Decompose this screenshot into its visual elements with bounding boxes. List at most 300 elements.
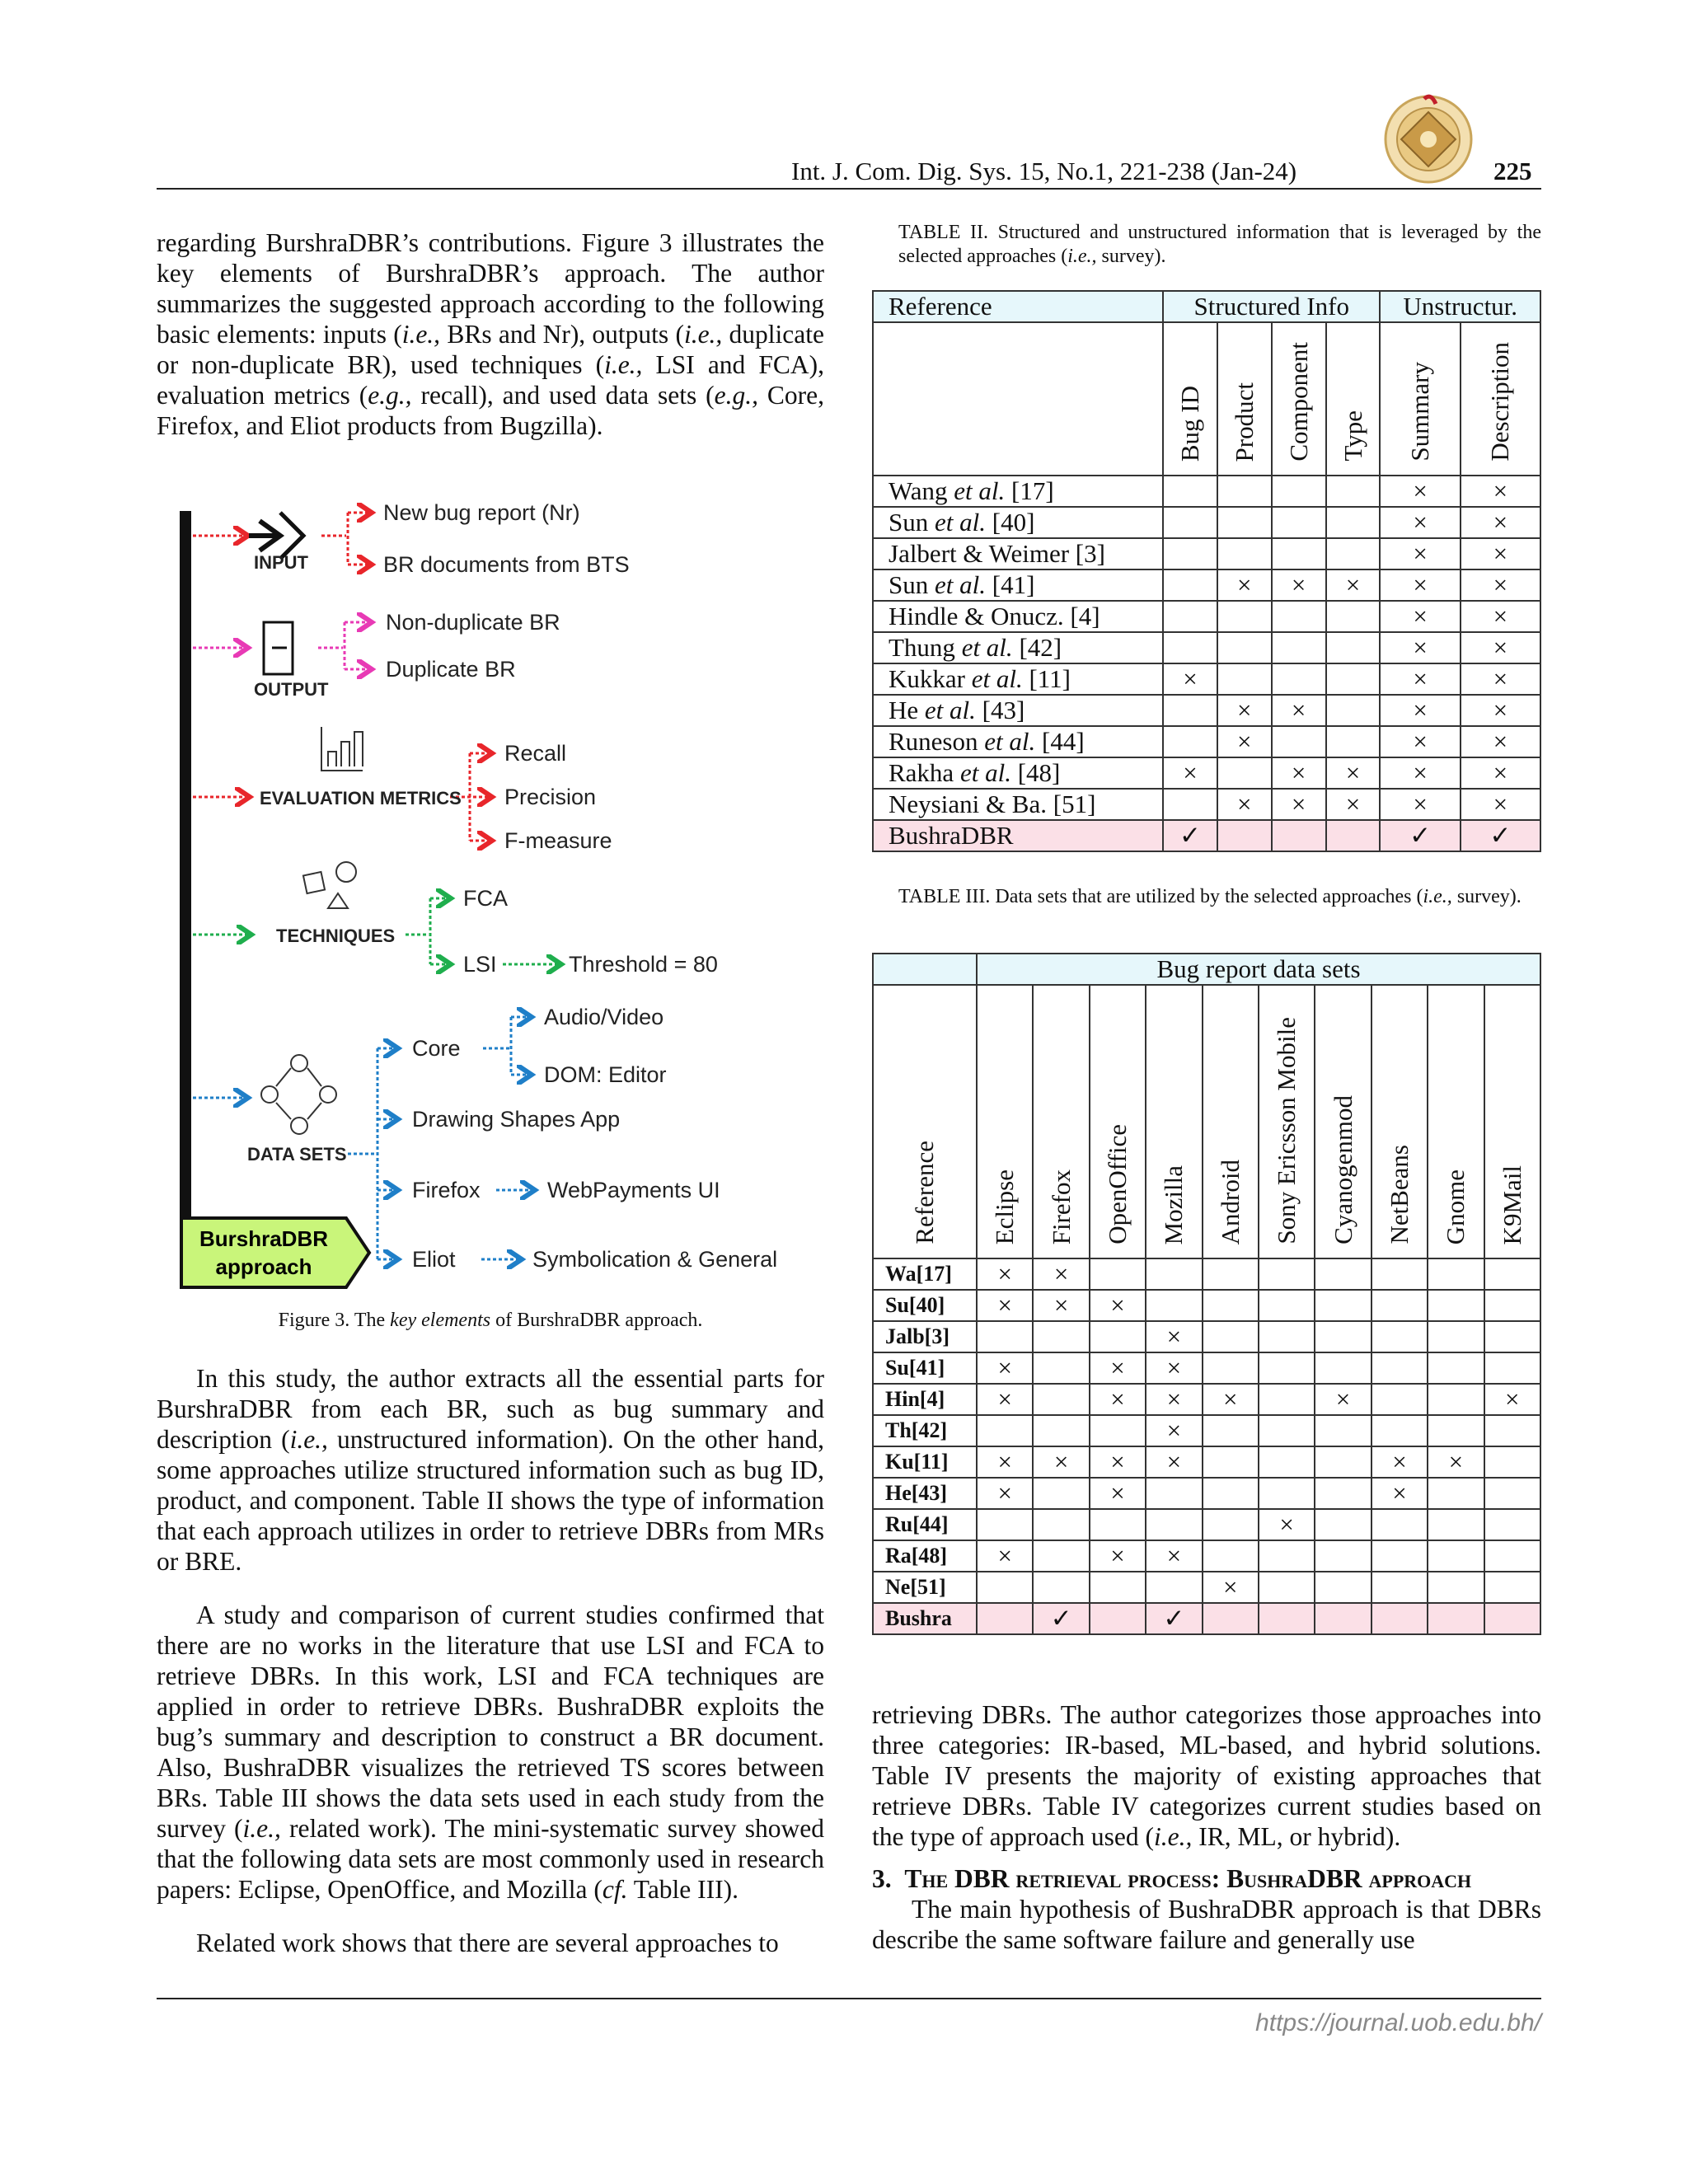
table-mark-cell (1259, 1321, 1315, 1352)
table-mark-cell (977, 1321, 1033, 1352)
table-2-caption: TABLE II. Structured and unstructured information that is leveraged by the selected approaches (i.e., survey). (898, 222, 1541, 267)
table-mark-cell (1272, 726, 1326, 757)
table-mark-cell (1217, 757, 1272, 789)
output-branch (193, 622, 369, 669)
table-mark-cell: × (1380, 569, 1460, 601)
table-column-header: Product (1217, 322, 1272, 476)
table-mark-cell (1259, 1352, 1315, 1384)
footer-rule (157, 1998, 1541, 1999)
table-mark-cell: ✓ (1380, 820, 1460, 851)
table-mark-cell (1372, 1603, 1428, 1634)
table-column-header: Android (1203, 985, 1259, 1258)
table-row (873, 1603, 1540, 1634)
table-mark-cell (1217, 820, 1272, 851)
table-column-header: Component (1272, 322, 1326, 476)
table-mark-cell (1484, 1352, 1540, 1384)
table-2 (872, 290, 1541, 852)
table-row (873, 663, 1540, 695)
table-mark-cell (1315, 1415, 1371, 1446)
table-mark-cell (1428, 1572, 1484, 1603)
table-mark-cell (1372, 1384, 1428, 1415)
table-mark-cell (977, 1509, 1033, 1540)
table-mark-cell (1484, 1572, 1540, 1603)
table-mark-cell (1315, 1603, 1371, 1634)
table-mark-cell: × (977, 1540, 1033, 1572)
table-row (873, 726, 1540, 757)
table-mark-cell (1163, 569, 1217, 601)
table-mark-cell: × (1428, 1446, 1484, 1478)
table-mark-cell: × (1033, 1290, 1089, 1321)
table-ref-cell: Hindle & Onucz. [4] (873, 601, 1163, 632)
table-mark-cell (1428, 1384, 1484, 1415)
table-mark-cell (1326, 726, 1381, 757)
table-group-header: Structured Info (1163, 291, 1380, 322)
table-mark-cell (1203, 1478, 1259, 1509)
table-mark-cell (1217, 632, 1272, 663)
dataset-core-child: Audio/Video (544, 1005, 664, 1029)
table-ref-cell: Jalb[3] (873, 1321, 977, 1352)
table-mark-cell (1203, 1290, 1259, 1321)
table-mark-cell (977, 1415, 1033, 1446)
table-ref-cell: Sun et al. [41] (873, 569, 1163, 601)
approach-label-2: approach (215, 1254, 312, 1279)
table-mark-cell (1272, 507, 1326, 538)
table-mark-cell (1033, 1384, 1089, 1415)
input-item: BR documents from BTS (383, 552, 630, 577)
paragraph: The main hypothesis of BushraDBR approach is that DBRs describe the same software failure and generally use (872, 1895, 1541, 1954)
table-mark-cell: × (1380, 507, 1460, 538)
table-column-header: Gnome (1428, 985, 1484, 1258)
table-mark-cell: ✓ (1461, 820, 1540, 851)
dataset-firefox-child: WebPayments UI (547, 1178, 720, 1202)
table-mark-cell: × (1272, 569, 1326, 601)
table-mark-cell (1272, 632, 1326, 663)
table-row (873, 1290, 1540, 1321)
table-mark-cell (1484, 1603, 1540, 1634)
table-mark-cell (1163, 538, 1217, 569)
datasets-icon (261, 1055, 336, 1134)
table-mark-cell: × (1461, 726, 1540, 757)
table-mark-cell: × (1380, 789, 1460, 820)
table-header: Reference (873, 291, 1163, 322)
table-mark-cell (1203, 1352, 1259, 1384)
table-mark-cell (1326, 663, 1381, 695)
table-mark-cell (1272, 476, 1326, 507)
table-mark-cell (1090, 1509, 1146, 1540)
table-row (873, 601, 1540, 632)
table-mark-cell (1203, 1258, 1259, 1290)
table-row (873, 1540, 1540, 1572)
table-mark-cell: × (1203, 1384, 1259, 1415)
output-label: OUTPUT (254, 679, 329, 700)
table-mark-cell: × (1461, 757, 1540, 789)
table-mark-cell: × (977, 1384, 1033, 1415)
table-row (873, 538, 1540, 569)
table-mark-cell (1326, 820, 1381, 851)
table-mark-cell: × (1326, 789, 1381, 820)
table-mark-cell (1090, 1415, 1146, 1446)
table-mark-cell (1033, 1540, 1089, 1572)
table-mark-cell (1163, 695, 1217, 726)
table-mark-cell (1484, 1446, 1540, 1478)
table-mark-cell: × (1461, 476, 1540, 507)
table-mark-cell (1259, 1258, 1315, 1290)
metrics-item: F-measure (504, 828, 612, 853)
table-mark-cell (1090, 1258, 1146, 1290)
table-column-header: Summary (1380, 322, 1460, 476)
figure-3-diagram (157, 486, 832, 1302)
table-column-header: Firefox (1033, 985, 1089, 1258)
table-mark-cell (1484, 1321, 1540, 1352)
table-mark-cell (1372, 1572, 1428, 1603)
table-ref-cell: Neysiani & Ba. [51] (873, 789, 1163, 820)
table-header: Reference (873, 985, 977, 1258)
table-row (873, 1415, 1540, 1446)
table-mark-cell (1428, 1540, 1484, 1572)
table-mark-cell (1484, 1415, 1540, 1446)
table-mark-cell (1217, 601, 1272, 632)
table-mark-cell: × (1380, 757, 1460, 789)
table-mark-cell: × (1090, 1478, 1146, 1509)
table-ref-cell: Ku[11] (873, 1446, 977, 1478)
table-ref-cell: Ru[44] (873, 1509, 977, 1540)
table-mark-cell (1272, 538, 1326, 569)
metrics-label: EVALUATION METRICS (260, 788, 462, 808)
table-mark-cell (1326, 601, 1381, 632)
table-row (873, 632, 1540, 663)
table-row (873, 1352, 1540, 1384)
table-mark-cell (1428, 1603, 1484, 1634)
table-mark-cell: × (1146, 1321, 1202, 1352)
table-mark-cell (1163, 789, 1217, 820)
table-mark-cell (1428, 1478, 1484, 1509)
table-mark-cell (1217, 663, 1272, 695)
table-ref-cell: Bushra (873, 1603, 977, 1634)
table-ref-cell: Wang et al. [17] (873, 476, 1163, 507)
table-ref-cell: Su[41] (873, 1352, 977, 1384)
table-mark-cell (1372, 1415, 1428, 1446)
table-mark-cell: × (1326, 569, 1381, 601)
table-row (873, 695, 1540, 726)
table-mark-cell: × (1380, 632, 1460, 663)
table-mark-cell (1259, 1478, 1315, 1509)
table-ref-cell: Rakha et al. [48] (873, 757, 1163, 789)
table-mark-cell (1259, 1540, 1315, 1572)
table-mark-cell: × (1461, 538, 1540, 569)
table-mark-cell (1090, 1321, 1146, 1352)
table-mark-cell (1217, 538, 1272, 569)
table-header-blank (873, 954, 977, 985)
table-mark-cell: × (1461, 663, 1540, 695)
table-mark-cell (1484, 1478, 1540, 1509)
table-ref-cell: He et al. [43] (873, 695, 1163, 726)
table-mark-cell: × (1217, 789, 1272, 820)
table-mark-cell (1272, 820, 1326, 851)
table-mark-cell: × (1163, 757, 1217, 789)
table-column-header: Eclipse (977, 985, 1033, 1258)
table-mark-cell: × (977, 1478, 1033, 1509)
table-mark-cell: × (1146, 1352, 1202, 1384)
table-mark-cell (1315, 1540, 1371, 1572)
table-ref-cell: Thung et al. [42] (873, 632, 1163, 663)
table-3-caption: TABLE III. Data sets that are utilized by the selected approaches (i.e., survey). (898, 886, 1522, 907)
table-mark-cell (1217, 476, 1272, 507)
table-mark-cell: × (1146, 1384, 1202, 1415)
table-ref-cell: Sun et al. [40] (873, 507, 1163, 538)
table-column-header: Mozilla (1146, 985, 1202, 1258)
table-mark-cell (1372, 1540, 1428, 1572)
table-mark-cell (1146, 1478, 1202, 1509)
table-mark-cell (1326, 507, 1381, 538)
table-mark-cell (1372, 1321, 1428, 1352)
table-mark-cell: × (1461, 632, 1540, 663)
table-mark-cell (1033, 1321, 1089, 1352)
paragraph: Related work shows that there are several approaches to (196, 1929, 779, 1957)
table-mark-cell (1315, 1290, 1371, 1321)
table-mark-cell (1484, 1258, 1540, 1290)
approach-label-1: BurshraDBR (199, 1226, 329, 1251)
table-mark-cell (1090, 1603, 1146, 1634)
metrics-icon (321, 727, 363, 771)
table-mark-cell (1315, 1321, 1371, 1352)
table-mark-cell: × (977, 1352, 1033, 1384)
table-mark-cell (1428, 1290, 1484, 1321)
approach-spine (180, 511, 191, 1228)
table-mark-cell: × (1163, 663, 1217, 695)
table-mark-cell (1163, 476, 1217, 507)
table-mark-cell (1315, 1509, 1371, 1540)
table-mark-cell: × (1090, 1446, 1146, 1478)
table-row (873, 1572, 1540, 1603)
datasets-label: DATA SETS (247, 1144, 347, 1165)
table-mark-cell (1428, 1415, 1484, 1446)
table-mark-cell (1372, 1352, 1428, 1384)
table-ref-cell: Kukkar et al. [11] (873, 663, 1163, 695)
figure-3-caption: Figure 3. The key elements of BurshraDBR approach. (278, 1310, 703, 1331)
table-mark-cell (1315, 1478, 1371, 1509)
table-group-header: Bug report data sets (977, 954, 1540, 985)
table-ref-cell: Wa[17] (873, 1258, 977, 1290)
table-mark-cell (1146, 1258, 1202, 1290)
dataset-drawing: Drawing Shapes App (412, 1107, 621, 1132)
table-ref-cell: He[43] (873, 1478, 977, 1509)
table-mark-cell (1326, 632, 1381, 663)
table-mark-cell: × (1461, 601, 1540, 632)
table-mark-cell: × (1217, 726, 1272, 757)
table-mark-cell (1326, 476, 1381, 507)
table-row (873, 1384, 1540, 1415)
table-mark-cell (1372, 1258, 1428, 1290)
table-mark-cell: × (1372, 1446, 1428, 1478)
table-ref-cell: Ne[51] (873, 1572, 977, 1603)
table-mark-cell: × (1461, 789, 1540, 820)
table-mark-cell (1203, 1603, 1259, 1634)
table-mark-cell: × (1272, 757, 1326, 789)
table-header-blank (873, 322, 1163, 476)
table-row (873, 1509, 1540, 1540)
output-item: Non-duplicate BR (386, 610, 560, 635)
table-mark-cell (1163, 726, 1217, 757)
table-mark-cell: × (1461, 569, 1540, 601)
table-mark-cell: × (1259, 1509, 1315, 1540)
table-ref-cell: Su[40] (873, 1290, 977, 1321)
table-3 (872, 953, 1541, 1635)
table-mark-cell (1315, 1572, 1371, 1603)
input-item: New bug report (Nr) (383, 500, 580, 525)
table-mark-cell (1428, 1509, 1484, 1540)
table-mark-cell (1326, 538, 1381, 569)
table-mark-cell (1428, 1321, 1484, 1352)
left-column-top (157, 227, 824, 464)
table-mark-cell: × (1033, 1258, 1089, 1290)
table-row (873, 789, 1540, 820)
table-mark-cell: × (1090, 1540, 1146, 1572)
table-mark-cell: × (1326, 757, 1381, 789)
table-mark-cell: × (1484, 1384, 1540, 1415)
table-column-header: Description (1461, 322, 1540, 476)
dataset-eliot: Eliot (412, 1247, 456, 1272)
techniques-icon (303, 862, 356, 908)
table-mark-cell (1163, 507, 1217, 538)
table-mark-cell (1146, 1290, 1202, 1321)
table-row (873, 820, 1540, 851)
table-mark-cell (1484, 1540, 1540, 1572)
table-mark-cell: × (977, 1446, 1033, 1478)
table-mark-cell (1259, 1572, 1315, 1603)
footer-url: https://journal.uob.edu.bh/ (1255, 2009, 1541, 2036)
table-mark-cell (977, 1603, 1033, 1634)
table-mark-cell: × (1461, 507, 1540, 538)
table-ref-cell: Ra[48] (873, 1540, 977, 1572)
table-mark-cell (1203, 1415, 1259, 1446)
table-mark-cell (1033, 1415, 1089, 1446)
table-group-header: Unstructur. (1380, 291, 1540, 322)
table-mark-cell: × (1461, 695, 1540, 726)
table-mark-cell (1372, 1509, 1428, 1540)
table-mark-cell (1033, 1352, 1089, 1384)
table-mark-cell (1203, 1540, 1259, 1572)
table-mark-cell: × (977, 1258, 1033, 1290)
table-mark-cell: × (1033, 1446, 1089, 1478)
table-row (873, 569, 1540, 601)
table-mark-cell: × (1372, 1478, 1428, 1509)
table-mark-cell: × (1090, 1290, 1146, 1321)
table-mark-cell: × (1272, 789, 1326, 820)
table-mark-cell (1090, 1572, 1146, 1603)
table-column-header: K9Mail (1484, 985, 1540, 1258)
paragraph: retrieving DBRs. The author categorizes those approaches into three categories: IR-based, ML-based, and hybrid solutions. Table IV presents the majority of existing approaches that retrieve DBRs. Table IV categorizes current studies based on the type of approach used (i.e., IR, ML, or hybrid). (872, 1700, 1541, 1851)
table-mark-cell (1484, 1509, 1540, 1540)
table-mark-cell (1315, 1258, 1371, 1290)
table-mark-cell (1372, 1290, 1428, 1321)
table-ref-cell: Hin[4] (873, 1384, 977, 1415)
table-column-header: Sony Ericsson Mobile (1259, 985, 1315, 1258)
table-mark-cell (1259, 1603, 1315, 1634)
table-mark-cell (1259, 1290, 1315, 1321)
table-mark-cell (1259, 1384, 1315, 1415)
table-mark-cell: × (1090, 1352, 1146, 1384)
table-mark-cell (1203, 1446, 1259, 1478)
right-column-bottom (872, 1699, 1541, 1978)
table-mark-cell (1272, 601, 1326, 632)
left-column-bottom (157, 1363, 824, 1981)
table-mark-cell (1428, 1352, 1484, 1384)
table-mark-cell (1203, 1509, 1259, 1540)
table-mark-cell (1272, 663, 1326, 695)
metrics-item: Recall (504, 741, 567, 766)
techniques-item: LSI (463, 952, 497, 977)
table-mark-cell: × (1380, 601, 1460, 632)
table-mark-cell (1259, 1415, 1315, 1446)
table-mark-cell: × (1315, 1384, 1371, 1415)
table-mark-cell (1315, 1446, 1371, 1478)
table-mark-cell (1146, 1509, 1202, 1540)
table-column-header: Bug ID (1163, 322, 1217, 476)
table-column-header: OpenOffice (1090, 985, 1146, 1258)
table-mark-cell: ✓ (1033, 1603, 1089, 1634)
page-number: 225 (1493, 157, 1532, 185)
paragraph: In this study, the author extracts all the essential parts for BurshraDBR from each BR, such as bug summary and description (i.e., unstructured information). On the other hand, some approaches utilize structured information such as bug ID, product, and component. Table II shows the type of information that each approach utilizes in order to retrieve DBRs from MRs or BRE. (157, 1364, 824, 1576)
table-mark-cell: × (1217, 569, 1272, 601)
table-mark-cell (1259, 1446, 1315, 1478)
dataset-core-child: DOM: Editor (544, 1062, 667, 1087)
table-mark-cell: × (1380, 695, 1460, 726)
techniques-label: TECHNIQUES (276, 926, 396, 946)
table-mark-cell: × (1090, 1384, 1146, 1415)
table-column-header: NetBeans (1372, 985, 1428, 1258)
input-label: INPUT (254, 552, 308, 573)
table-mark-cell: × (1380, 663, 1460, 695)
table-row (873, 1446, 1540, 1478)
table-mark-cell: × (1380, 726, 1460, 757)
table-row (873, 476, 1540, 507)
metrics-item: Precision (504, 785, 597, 809)
table-row (873, 507, 1540, 538)
input-icon (249, 521, 280, 551)
table-mark-cell (1033, 1478, 1089, 1509)
table-ref-cell: BushraDBR (873, 820, 1163, 851)
techniques-item: FCA (463, 886, 508, 911)
table-mark-cell: × (1380, 476, 1460, 507)
output-icon (264, 622, 293, 674)
threshold-item: Threshold = 80 (569, 952, 718, 977)
table-row (873, 1478, 1540, 1509)
table-column-header: Type (1326, 322, 1381, 476)
dataset-core: Core (412, 1036, 461, 1061)
table-ref-cell: Jalbert & Weimer [3] (873, 538, 1163, 569)
table-mark-cell: × (1203, 1572, 1259, 1603)
table-mark-cell: ✓ (1163, 820, 1217, 851)
table-mark-cell (1163, 632, 1217, 663)
table-mark-cell (1484, 1290, 1540, 1321)
section-heading: 3. The DBR retrieval process: BushraDBR approach (872, 1864, 1472, 1893)
paragraph: regarding BurshraDBR’s contributions. Figure 3 illustrates the key elements of BurshraDBR’s approach. The author summarizes the suggested approach according to the following basic elements: inputs (i.e., BRs and Nr), outputs (i.e., duplicate or non-duplicate BR), used techniques (i.e., LSI and FCA), evaluation metrics (e.g., recall), and used data sets (e.g., Core, Firefox, and Eliot products from Bugzilla). (157, 228, 825, 440)
output-item: Duplicate BR (386, 657, 516, 682)
journal-citation: Int. J. Com. Dig. Sys. 15, No.1, 221-238 (Jan-24) (791, 157, 1297, 185)
table-mark-cell: × (1146, 1415, 1202, 1446)
table-column-header: Cyanogenmod (1315, 985, 1371, 1258)
paragraph: A study and comparison of current studies confirmed that there are no works in the literature that use LSI and FCA to retrieve DBRs. In this work, LSI and FCA techniques are applied in order to retrieve DBRs. BushraDBR exploits the bug’s summary and description to construct a BR document. Also, BushraDBR visualizes the retrieved TS scores between BRs. Table III shows the data sets used in each study from the survey (i.e., related work). The mini-systematic survey showed that the following data sets are most commonly used in research papers: Eclipse, OpenOffice, and Mozilla (cf. Table III). (157, 1601, 824, 1904)
table-ref-cell: Runeson et al. [44] (873, 726, 1163, 757)
running-header (157, 153, 1541, 186)
table-mark-cell (1428, 1258, 1484, 1290)
table-mark-cell: × (1380, 538, 1460, 569)
table-mark-cell: × (977, 1290, 1033, 1321)
table-ref-cell: Th[42] (873, 1415, 977, 1446)
table-mark-cell: × (1146, 1540, 1202, 1572)
table-mark-cell (1203, 1321, 1259, 1352)
table-row (873, 757, 1540, 789)
